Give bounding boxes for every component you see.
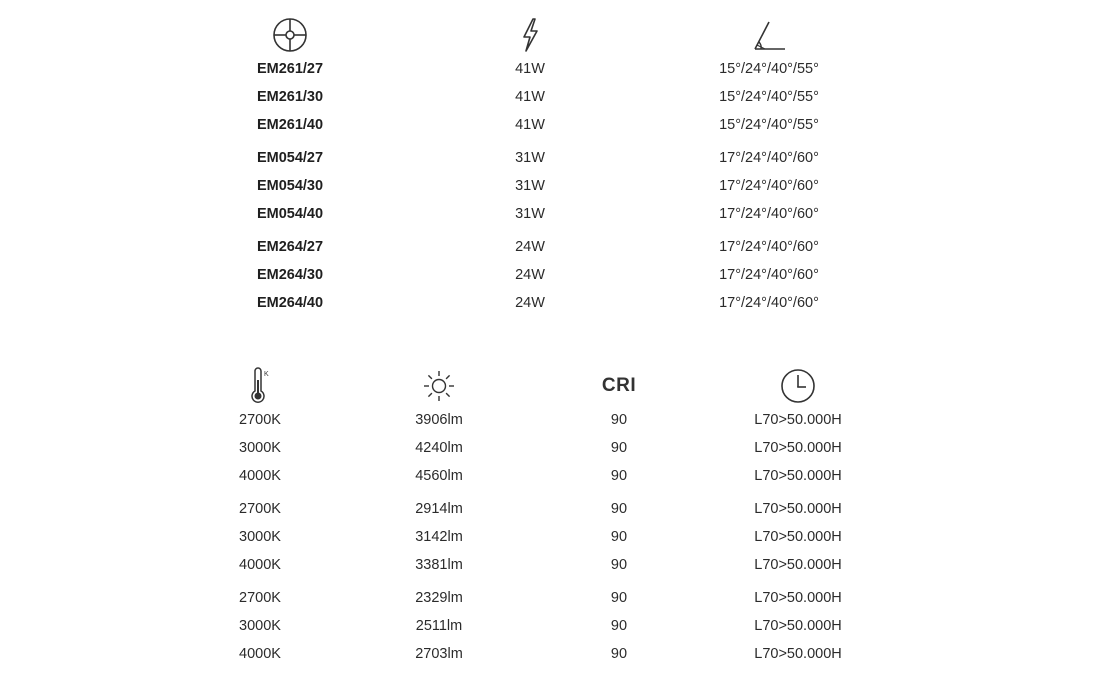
power-cell: 31W — [515, 206, 545, 222]
lifetime-cell: L70>50.000H — [754, 557, 842, 573]
lumen-cell: 2914lm — [415, 501, 463, 517]
temperature-cell: 4000K — [239, 468, 281, 484]
temperature-cell: 2700K — [239, 412, 281, 428]
lifetime-cell: L70>50.000H — [754, 646, 842, 662]
cri-cell: 90 — [610, 501, 628, 517]
cri-cell: 90 — [610, 468, 628, 484]
thermometer-kelvin-icon — [247, 366, 273, 406]
angle-cell: 17°/24°/40°/60° — [719, 239, 819, 255]
cri-cell: 90 — [610, 412, 628, 428]
angle-cell: 17°/24°/40°/60° — [719, 295, 819, 311]
power-cell: 41W — [515, 89, 545, 105]
model-cell: EM264/27 — [256, 239, 324, 255]
power-cell: 24W — [515, 239, 545, 255]
lifetime-cell: L70>50.000H — [754, 468, 842, 484]
lifetime-cell: L70>50.000H — [754, 529, 842, 545]
beam-angle-column — [694, 15, 844, 317]
temperature-cell: 2700K — [239, 501, 281, 517]
cri-header: CRI — [601, 375, 637, 396]
luminous-flux-column — [389, 366, 489, 668]
cri-cell: 90 — [610, 557, 628, 573]
angle-cell: 17°/24°/40°/60° — [719, 150, 819, 166]
lumen-cell: 2329lm — [415, 590, 463, 606]
model-column — [240, 15, 340, 317]
lightning-bolt-icon — [518, 15, 542, 55]
cri-cell: 90 — [610, 590, 628, 606]
power-cell: 41W — [515, 117, 545, 133]
cri-cell: 90 — [610, 440, 628, 456]
lifetime-cell: L70>50.000H — [754, 440, 842, 456]
power-cell: 24W — [515, 267, 545, 283]
kelvin-unit: K — [264, 371, 269, 378]
model-cell: EM054/27 — [256, 150, 324, 166]
lifetime-cell: L70>50.000H — [754, 590, 842, 606]
angle-cell: 17°/24°/40°/60° — [719, 267, 819, 283]
cri-column — [569, 366, 669, 668]
angle-cell: 15°/24°/40°/55° — [719, 89, 819, 105]
model-cell: EM261/40 — [256, 117, 324, 133]
angle-cell: 15°/24°/40°/55° — [719, 61, 819, 77]
lumen-cell: 3381lm — [415, 557, 463, 573]
temperature-cell: 4000K — [239, 557, 281, 573]
lumen-cell: 4240lm — [415, 440, 463, 456]
cri-label — [602, 366, 636, 406]
power-cell: 31W — [515, 178, 545, 194]
lumen-cell: 4560lm — [415, 468, 463, 484]
model-cell: EM264/30 — [256, 267, 324, 283]
temperature-cell: 3000K — [239, 529, 281, 545]
lumen-cell: 2511lm — [415, 618, 463, 634]
model-cell: EM261/30 — [256, 89, 324, 105]
angle-cell: 17°/24°/40°/60° — [719, 178, 819, 194]
lifetime-cell: L70>50.000H — [754, 618, 842, 634]
color-temperature-column — [210, 366, 310, 668]
cri-cell: 90 — [610, 618, 628, 634]
clock-icon — [778, 366, 818, 406]
power-cell: 24W — [515, 295, 545, 311]
model-cell: EM264/40 — [256, 295, 324, 311]
power-cell: 41W — [515, 61, 545, 77]
cri-cell: 90 — [610, 646, 628, 662]
lumen-cell: 3142lm — [415, 529, 463, 545]
temperature-cell: 2700K — [239, 590, 281, 606]
lumen-cell: 2703lm — [415, 646, 463, 662]
angle-cell: 17°/24°/40°/60° — [719, 206, 819, 222]
temperature-cell: 3000K — [239, 618, 281, 634]
angle-cell: 15°/24°/40°/55° — [719, 117, 819, 133]
power-cell: 31W — [515, 150, 545, 166]
power-column — [480, 15, 580, 317]
lifetime-column — [723, 366, 873, 668]
cri-cell: 90 — [610, 529, 628, 545]
model-cell: EM261/27 — [256, 61, 324, 77]
temperature-cell: 3000K — [239, 440, 281, 456]
lifetime-cell: L70>50.000H — [754, 501, 842, 517]
lumen-cell: 3906lm — [415, 412, 463, 428]
beam-angle-icon — [749, 15, 789, 55]
lifetime-cell: L70>50.000H — [754, 412, 842, 428]
sun-icon — [419, 366, 459, 406]
model-cell: EM054/40 — [256, 206, 324, 222]
crosshair-icon — [271, 15, 309, 55]
temperature-cell: 4000K — [239, 646, 281, 662]
model-cell: EM054/30 — [256, 178, 324, 194]
